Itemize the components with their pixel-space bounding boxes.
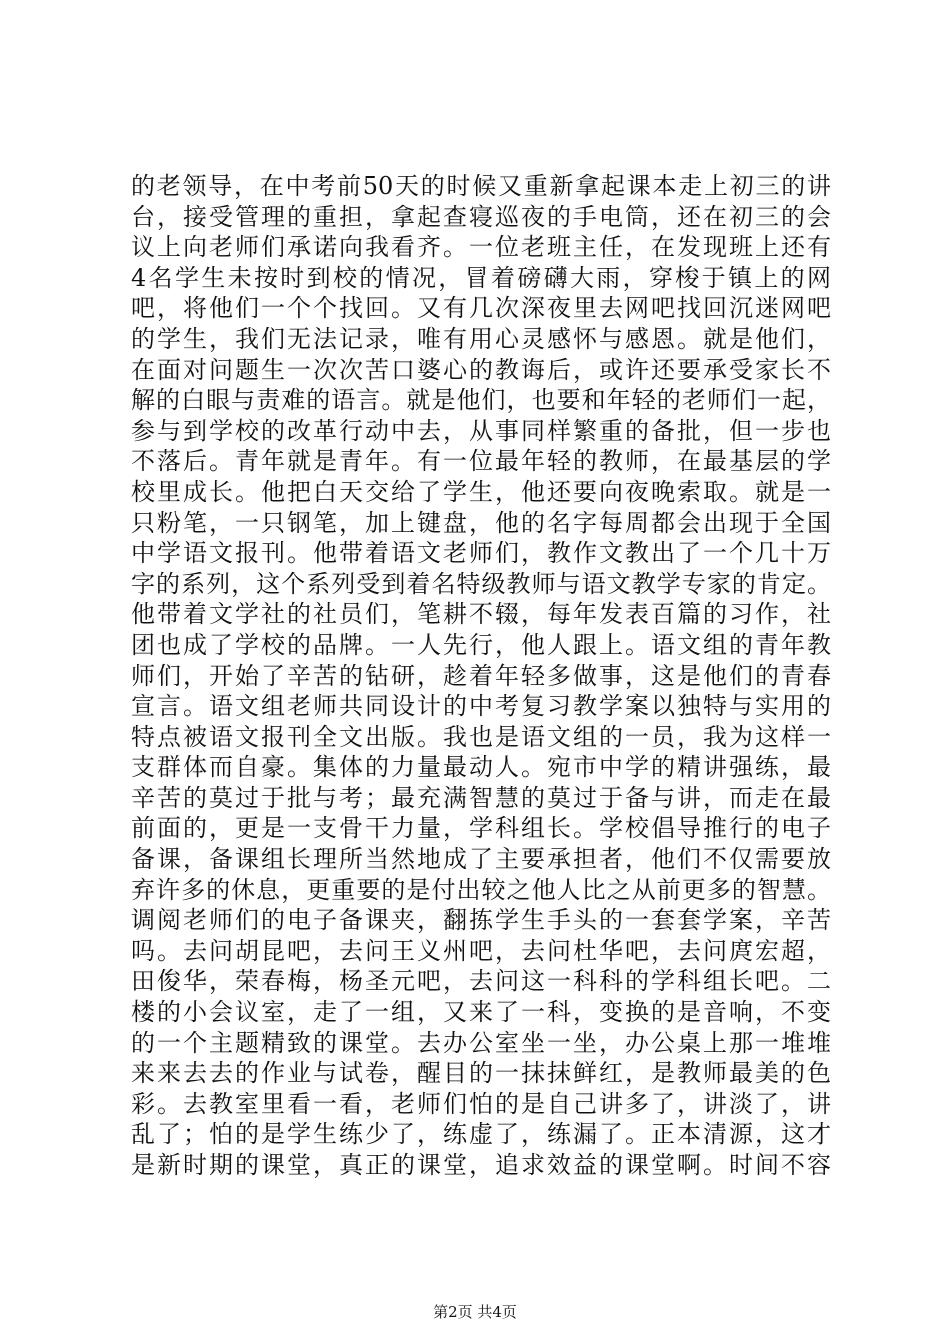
text-line: 校里成长。他把白天交给了学生，他还要向夜晚索取。就是一 [131,477,831,506]
text-line: 的学生，我们无法记录，唯有用心灵感怀与感恩。就是他们， [131,324,831,353]
text-line: 4名学生未按时到校的情况，冒着磅礴大雨，穿梭于镇上的网 [131,263,831,292]
text-line: 不落后。青年就是青年。有一位最年轻的教师，在最基层的学 [131,447,831,476]
text-line: 辛苦的莫过于批与考；最充满智慧的莫过于备与讲，而走在最 [131,783,831,812]
text-line: 字的系列，这个系列受到着名特级教师与语文教学专家的肯定。 [131,569,831,598]
text-line: 吧，将他们一个个找回。又有几次深夜里去网吧找回沉迷网吧 [131,294,831,323]
text-line: 来来去去的作业与试卷，醒目的一抹抹鲜红，是教师最美的色 [131,1059,831,1088]
text-line: 彩。去教室里看一看，老师们怕的是自己讲多了，讲淡了，讲 [131,1089,831,1118]
text-line: 解的白眼与责难的语言。就是他们，也要和年轻的老师们一起， [131,386,831,415]
text-line: 的老领导，在中考前50天的时候又重新拿起课本走上初三的讲 [131,172,831,200]
text-line: 支群体而自豪。集体的力量最动人。宛市中学的精讲强练，最 [131,753,831,782]
body-text [131,171,831,1181]
text-line: 他带着文学社的社员们，笔耕不辍，每年发表百篇的习作，社 [131,600,831,629]
text-line: 是新时期的课堂，真正的课堂，追求效益的课堂啊。时间不容 [131,1151,831,1179]
text-line: 调阅老师们的电子备课夹，翻拣学生手头的一套套学案，辛苦 [131,906,831,935]
text-line: 宣言。语文组老师共同设计的中考复习教学案以独特与实用的 [131,692,831,721]
page-footer [0,1301,950,1322]
text-line: 中学语文报刊。他带着语文老师们，教作文教出了一个几十万 [131,539,831,568]
text-line: 备课，备课组长理所当然地成了主要承担者，他们不仅需要放 [131,845,831,874]
text-line: 团也成了学校的品牌。一人先行，他人跟上。语文组的青年教 [131,630,831,659]
text-line: 在面对问题生一次次苦口婆心的教诲后，或许还要承受家长不 [131,355,831,384]
text-line: 师们，开始了辛苦的钻研，趁着年轻多做事，这是他们的青春 [131,661,831,690]
text-line: 前面的，更是一支骨干力量，学科组长。学校倡导推行的电子 [131,814,831,843]
text-line: 田俊华，荣春梅，杨圣元吧，去问这一科科的学科组长吧。二 [131,967,831,996]
text-line: 参与到学校的改革行动中去，从事同样繁重的备批，但一步也 [131,416,831,445]
text-line: 弃许多的休息，更重要的是付出较之他人比之从前更多的智慧。 [131,875,831,904]
text-line: 吗。去问胡昆吧，去问王义州吧，去问杜华吧，去问庹宏超， [131,936,831,965]
text-line: 的一个主题精致的课堂。去办公室坐一坐，办公桌上那一堆堆 [131,1028,831,1057]
text-line: 楼的小会议室，走了一组，又来了一科，变换的是音响，不变 [131,998,831,1027]
text-line: 只粉笔，一只钢笔，加上键盘，他的名字每周都会出现于全国 [131,508,831,537]
text-line: 乱了；怕的是学生练少了，练虚了，练漏了。正本清源，这才 [131,1120,831,1149]
text-line: 台，接受管理的重担，拿起查寝巡夜的手电筒，还在初三的会 [131,202,831,231]
text-line: 议上向老师们承诺向我看齐。一位老班主任，在发现班上还有 [131,233,831,262]
page-number-label: 第2页 共4页 [433,1303,517,1321]
text-line: 特点被语文报刊全文出版。我也是语文组的一员，我为这样一 [131,722,831,751]
